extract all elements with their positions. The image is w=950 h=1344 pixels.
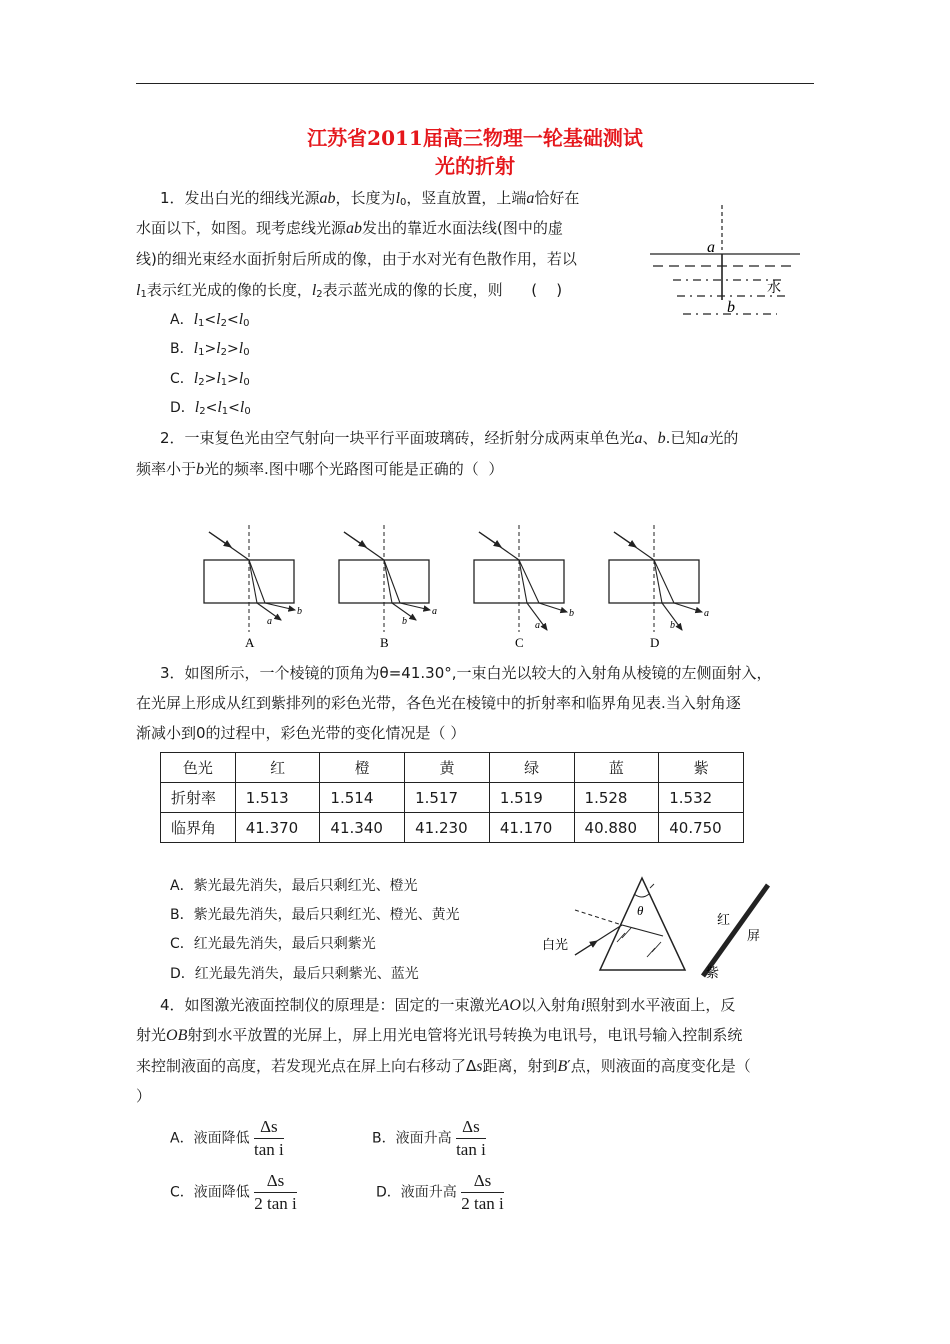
table-cell: 41.230 — [405, 813, 490, 843]
q1-line-3: 线)的细光束经水面折射后所成的像，由于水对光有色散作用，若以 — [136, 250, 577, 268]
table-cell: 40.750 — [659, 813, 744, 843]
q2-a-ray2: b — [297, 606, 302, 617]
q2-label-d: D — [650, 635, 660, 650]
q3-prism-figure — [535, 870, 780, 985]
q1-label-b: b — [727, 299, 735, 316]
table-cell: 1.513 — [235, 783, 320, 813]
q2-b-ray2: a — [432, 606, 437, 617]
q1-water-figure — [645, 200, 805, 325]
table-cell: 绿 — [489, 753, 574, 783]
table-cell: 蓝 — [574, 753, 659, 783]
q4-option-b[interactable]: B．液面升高 $\frac{\Delta s}{\text{tan i}}$ — [372, 1117, 486, 1159]
q4-line-4: ） — [136, 1087, 152, 1105]
q1-option-a[interactable]: A．$l_1<l_2<l_0$ — [170, 311, 250, 329]
q4-line-2: 射光OB射到水平放置的光屏上，屏上用光电管将光讯号转换为电讯号，电讯号输入控制系统 — [136, 1026, 743, 1044]
q3-option-d[interactable]: D．红光最先消失，最后只剩紫光、蓝光 — [170, 966, 419, 982]
q4-option-c-fraction: $\frac{\Delta s}{\text{2 tan i}}$ — [254, 1171, 297, 1213]
q1-line-1: 1．发出白光的细线光源ab，长度为$l_0$，竖直放置，上端a恰好在 — [160, 189, 580, 208]
q1-option-c[interactable]: C．$l_2>l_1>l_0$ — [170, 370, 250, 388]
q3-red-label: 红 — [717, 912, 731, 927]
q2-diagram-d — [609, 525, 709, 650]
table-cell: 折射率 — [161, 783, 236, 813]
q2-line-2: 频率小于b光的频率.图中哪个光路图可能是正确的（ ） — [136, 460, 504, 478]
q3-violet-label: 紫 — [706, 965, 720, 980]
q2-d-ray1: b — [670, 620, 675, 631]
q2-label-c: C — [515, 635, 524, 650]
q3-line-1: 3．如图所示，一个棱镜的顶角为θ=41.30°,一束白光以较大的入射角从棱镜的左侧面射入， — [160, 664, 772, 682]
table-cell: 1.514 — [320, 783, 405, 813]
q1-option-b[interactable]: B．$l_1>l_2>l_0$ — [170, 340, 250, 358]
q4-line-3: 来控制液面的高度，若发现光点在屏上向右移动了Δs距离，射到B′点，则液面的高度变化是（ — [136, 1057, 751, 1075]
table-header-row — [161, 753, 744, 783]
q1-line-2: 水面以下，如图。现考虑线光源ab发出的靠近水面法线(图中的虚 — [136, 219, 563, 237]
q2-line-1: 2．一束复色光由空气射向一块平行平面玻璃砖，经折射分成两束单色光a、b.已知a光的 — [160, 429, 739, 447]
q2-c-ray2: b — [569, 608, 574, 619]
q2-diagram-c — [474, 525, 574, 650]
table-cell: 1.517 — [405, 783, 490, 813]
table-cell: 1.532 — [659, 783, 744, 813]
q1-label-a: a — [707, 239, 715, 256]
table-cell: 橙 — [320, 753, 405, 783]
table-cell: 临界角 — [161, 813, 236, 843]
q3-theta-label: θ — [637, 903, 644, 918]
q3-option-b[interactable]: B．紫光最先消失，最后只剩红光、橙光、黄光 — [170, 907, 460, 923]
q4-option-d-fraction: $\frac{\Delta s}{\text{2 tan i}}$ — [461, 1171, 504, 1213]
table-cell: 色光 — [161, 753, 236, 783]
q2-b-ray1: b — [402, 616, 407, 627]
q4-option-a[interactable]: A．液面降低 $\frac{\Delta s}{\text{tan i}}$ — [170, 1117, 284, 1159]
q2-label-a: A — [245, 635, 255, 650]
q2-d-ray2: a — [704, 608, 709, 619]
q3-option-c[interactable]: C．红光最先消失，最后只剩紫光 — [170, 936, 376, 952]
q1-option-d[interactable]: D．$l_2<l_1<l_0$ — [170, 399, 251, 417]
q4-option-a-fraction: $\frac{\Delta s}{\text{tan i}}$ — [254, 1117, 284, 1159]
q3-white-light-label: 白光 — [542, 937, 569, 952]
table-cell: 41.340 — [320, 813, 405, 843]
q3-screen-label: 屏 — [747, 928, 761, 943]
q4-option-c[interactable]: C．液面降低 $\frac{\Delta s}{\text{2 tan i}}$ — [170, 1171, 297, 1213]
document-subtitle: 光的折射 — [435, 154, 515, 178]
q1-label-water: 水 — [767, 281, 781, 296]
table-cell: 黄 — [405, 753, 490, 783]
q3-option-a[interactable]: A．紫光最先消失，最后只剩红光、橙光 — [170, 878, 418, 894]
table-cell: 41.370 — [235, 813, 320, 843]
q1-line-4: $l_1$表示红光成的像的长度，$l_2$表示蓝光成的像的长度，则 ( ) — [136, 281, 563, 300]
q4-option-b-fraction: $\frac{\Delta s}{\text{tan i}}$ — [456, 1117, 486, 1159]
q2-diagrams — [195, 520, 735, 655]
q2-diagram-b — [339, 525, 437, 650]
q2-a-ray1: a — [267, 616, 272, 627]
q3-line-2: 在光屏上形成从红到紫排列的彩色光带，各色光在棱镜中的折射率和临界角见表.当入射角逐 — [136, 694, 741, 712]
q2-label-b: B — [380, 635, 389, 650]
table-cell: 41.170 — [489, 813, 574, 843]
header-rule — [136, 83, 814, 84]
q4-line-1: 4．如图激光液面控制仪的原理是：固定的一束激光AO以入射角i照射到水平液面上，反 — [160, 996, 736, 1014]
q3-data-table — [160, 752, 744, 843]
table-cell: 40.880 — [574, 813, 659, 843]
q2-diagram-a — [204, 525, 302, 650]
document-title: 江苏省2011届高三物理一轮基础测试 — [307, 126, 643, 150]
q2-c-ray1: a — [535, 620, 540, 631]
table-cell: 1.519 — [489, 783, 574, 813]
q3-line-3: 渐减小到0的过程中，彩色光带的变化情况是（ ） — [136, 724, 466, 742]
q4-option-d[interactable]: D．液面升高 $\frac{\Delta s}{\text{2 tan i}}$ — [376, 1171, 504, 1213]
table-row — [161, 813, 744, 843]
table-cell: 紫 — [659, 753, 744, 783]
table-cell: 红 — [235, 753, 320, 783]
table-row — [161, 783, 744, 813]
table-cell: 1.528 — [574, 783, 659, 813]
